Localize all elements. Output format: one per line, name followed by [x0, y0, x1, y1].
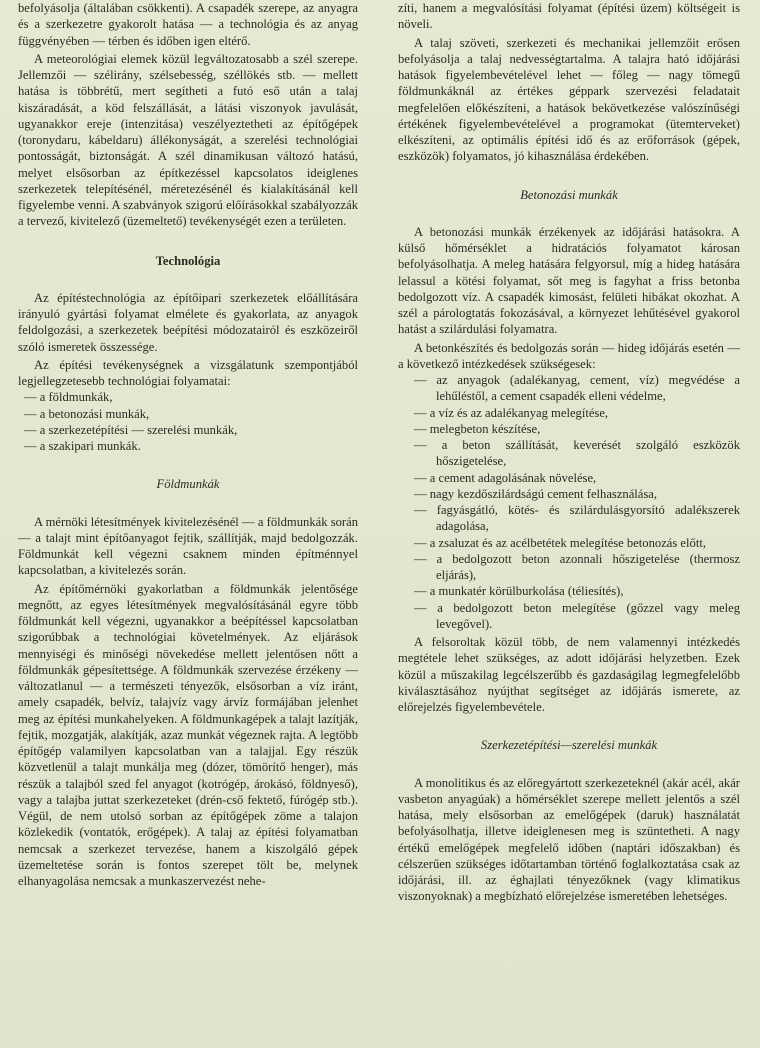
paragraph: A talaj szöveti, szerkezeti és mechanikai jellemzőit erősen befolyásolja a talaj nedvességtartalma. A talajra ható időjárási hatások figyelembevételével lehet — főleg — nagy tömegű földmunkáknál az értékes géppark szervezési feladatait megfelelően előkészíteni, a hatások bekövetkezése valószínűségi értékének figyelembevételével a programokat (ütemterveket) elkészíteni, az optimális építési idő és az erőforrások (gépek, eszközök) folyamatos, jó kihasználása érdekében. [398, 35, 740, 164]
left-column [18, 0, 358, 889]
right-column [398, 0, 740, 905]
paragraph: zíti, hanem a megvalósítási folyamat (építési üzem) költségeit is növeli. [398, 1, 740, 32]
section-heading-szerkezetepitesi: Szerkezetépítési—szerelési munkák [480, 738, 658, 753]
list-item: — a bedolgozott beton melegítése (gőzzel vagy meleg levegővel). [414, 600, 740, 631]
paragraph: A monolitikus és az előregyártott szerkezeteknél (akár acél, akár vasbeton anyagúak) a hőmérséklet szerepe mellett jelentős a szél hatása, mely elsősorban az emelőgépek (daruk) használatát befolyásolhatja, illetve ideiglenesen meg is szüntetheti. A nagy értékű emelőgépek megfelelő időben (naptári időszakban) és célszerűen szükséges időtartamban történő foglalkoztatása csak az időjárási, ill. az éghajlati tényezőknek (vagy klimatikus viszonyoknak) a megbízható előrejelzése ismeretében lehetséges. [398, 775, 740, 904]
paragraph: A betonozási munkák érzékenyek az időjárási hatásokra. A külső hőmérséklet a hidratációs folyamatot károsan befolyásolhatja. A meleg hatására felgyorsul, míg a hideg hatására lelassul a kötési folyamat, sőt meg is fagyhat a friss betonba bedolgozott víz. A csapadék kimosást, felületi hibákat okozhat. A szél a párologtatás fokozásával, a környezet lehűtésével gyakorol hatást a szilárdulási folyamatra. [398, 224, 740, 337]
paragraph: Az építőmérnöki gyakorlatban a földmunkák jelentősége megnőtt, az egyes létesítmények megvalósításánál egyre több földmunkát kell végezni, ugyanakkor a beépítéssel kapcsolatban szigorúbbak a technológiai követelmények. Az eljárások mennyiségi és minőségi növekedése mellett jelentősen nőtt a földmunkák gépesítettsége. A földmunkák szervezése érzékeny — változatlanul — a természeti tényezők, elsősorban a víz iránt, amely csapadék, belvíz, talajvíz vagy árvíz formájában jelenhet meg az építési munkahelyeken. A földmunkagépek a talajt lazítják, fejtik, mozgatják, alakítják, azaz munkát végeznek rajta. A legtöbb építőgép valamilyen kapcsolatban van a talajjal. Egy részük közvetlenül a talajt munkálja meg (dózer, tömörítő henger), más részük a talajból szed fel anyagot (kotrógép, árokásó, földnyeső), vagy a talajba juttat szerkezeteket (drén-cső fektető, fúrógép stb.). Végül, de nem utolsó sorban az építőgépek zöme a talajon közlekedik (vontatók, erőgépek). A talaj az építési folyamatban nemcsak a szerkezet tervezése, hanem a kiszolgáló gépek üzemeltetése során is fontos szerepet tölt be, melynek elhanyagolása nemcsak a munkaszervezést nehe- [18, 581, 358, 888]
list-item: — a zsaluzat és az acélbetétek melegítése betonozás előtt, [414, 535, 706, 550]
list-item: — a cement adagolásának növelése, [414, 470, 597, 485]
paragraph: Az építéstechnológia az építőipari szerkezetek előállítására irányuló gyártási folyamat elmélete és gyakorlata, az anyagok feldolgozási, a szerkezetek beépítési módozatairól és eszközeiről szóló ismeretek összessége. [18, 290, 358, 354]
paragraph: befolyásolja (általában csökkenti). A csapadék szerepe, az anyagra és a szerkezetre gyakorolt hatása — a technológia és az anyag függvényében — térben és időben igen eltérő. [18, 1, 358, 48]
list-item: — nagy kezdőszilárdságú cement felhasználása, [414, 486, 658, 501]
list-item: — a víz és az adalékanyag melegítése, [414, 405, 609, 420]
section-heading-betonozasi: Betonozási munkák [520, 187, 618, 202]
list-item: — a bedolgozott beton azonnali hőszigetelése (thermosz eljárás), [414, 551, 740, 582]
list-item: — a munkatér körülburkolása (téliesítés), [414, 584, 624, 599]
section-heading-technologia: Technológia [155, 253, 221, 268]
paragraph: A meteorológiai elemek közül legváltozatosabb a szél szerepe. Jellemzői — szélirány, szélsebesség, széllökés stb. — mellett hatása is többrétű, mert segítheti a futó eső után a talaj kiszáradását, a köd felszállását, a látási viszonyok javulását, ugyanakkor ereje (intenzitása) veszélyeztetheti az építőgépek (toronydaru, kábeldaru) állékonyságát, a szerelési technológiai pontosságát, biztonságát. A szél dinamikusan változó hatású, melyet elsősorban az építkezéssel kapcsolatos ideiglenes szerkezetek telepítésénél, méretezésénél és kialakításánál kell figyelembe venni. A szabványok szigorú előírásokkal szabályozzák a tervező, kivitelező (üzemeltető) tevékenységét ezen a területen. [18, 51, 358, 229]
list-item: — az anyagok (adalékanyag, cement, víz) megvédése a lehűléstől, a cement csapadék elleni védelme, [414, 373, 740, 404]
concrete-measures-list [398, 372, 740, 632]
list-item: — a betonozási munkák, [24, 406, 150, 421]
paragraph: A felsoroltak közül több, de nem valamennyi intézkedés megtétele lehet szükséges, az adott időjárási helyzetben. Ezek közül a műszakilag legcélszerűbb és gazdaságilag legmegfelelőbb kiválasztásához nyújthat segítséget az időjárás ismerete, az előrejelzés figyelembevétele. [398, 635, 740, 714]
paragraph: A betonkészítés és bedolgozás során — hideg időjárás esetén — a következő intézkedések szükségesek: [398, 340, 740, 371]
list-item: — a földmunkák, [24, 390, 113, 405]
list-item: — a szerkezetépítési — szerelési munkák, [24, 422, 238, 437]
paragraph: Az építési tevékenységnek a vizsgálatunk szempontjából legjellegzetesebb technológiai folyamatai: [18, 357, 358, 388]
paragraph: A mérnöki létesítmények kivitelezésénél — a földmunkák során — a talajt mint építőanyagot fejtik, szállítják, majd bedolgozzák. Földmunkát kell végezni csaknem minden építménnyel kapcsolatban, a kivitelezés során. [18, 514, 358, 578]
list-item: — a beton szállítását, keverését szolgáló eszközök hőszigetelése, [414, 438, 740, 469]
list-item: — melegbeton készítése, [414, 421, 541, 436]
technology-list [18, 389, 358, 454]
section-heading-foldmunkak: Földmunkák [156, 477, 220, 492]
list-item: — fagyásgátló, kötés- és szilárdulásgyorsító adalékszerek adagolása, [414, 503, 740, 534]
list-item: — a szakipari munkák. [24, 439, 141, 453]
